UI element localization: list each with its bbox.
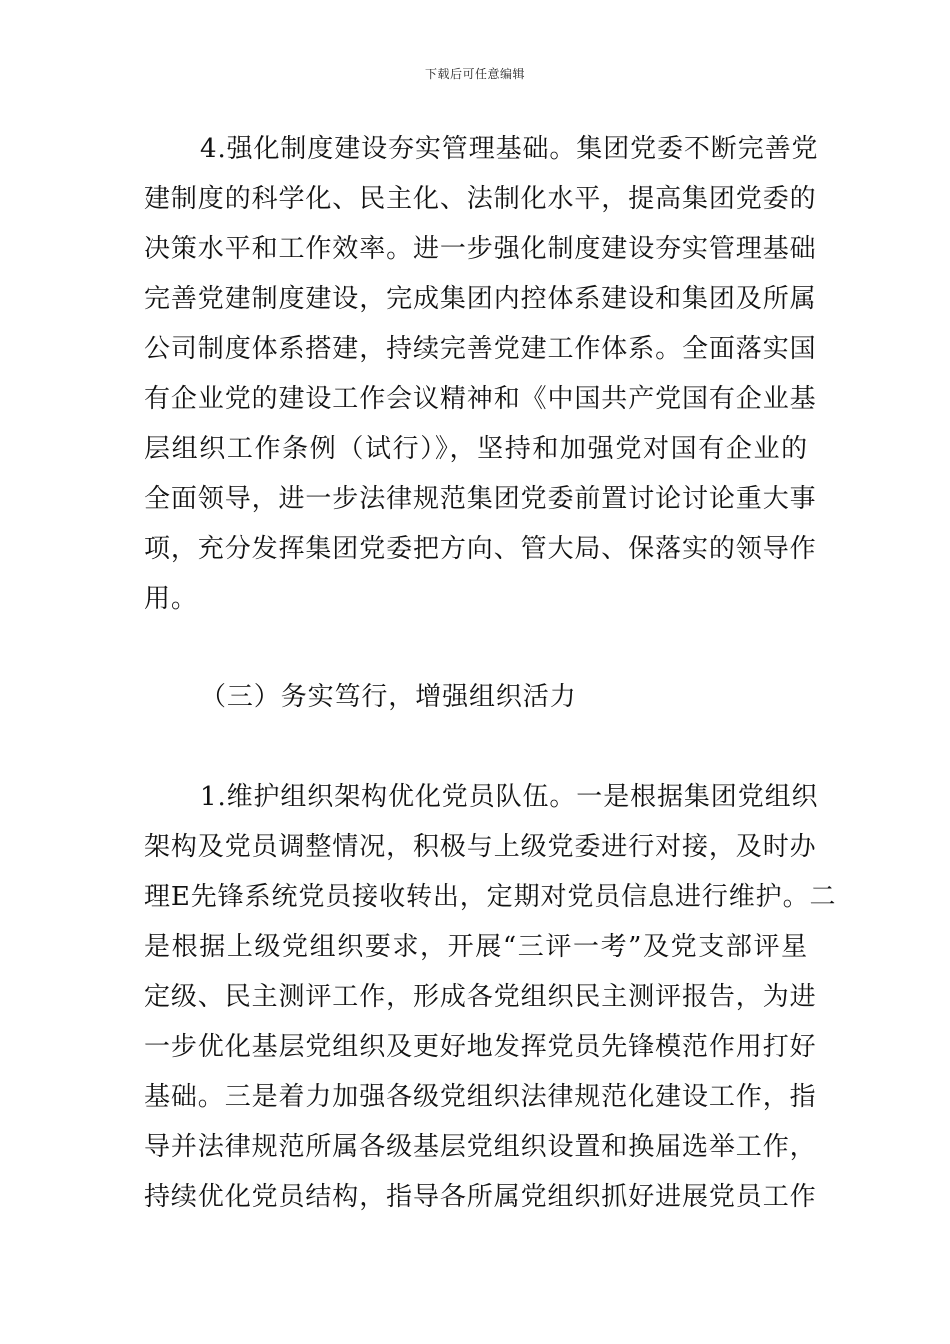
paragraph-line: 定级、民主测评工作，形成各党组织民主测评报告，为进: [144, 982, 817, 1012]
paragraph-line: 是根据上级党组织要求，开展“三评一考”及党支部评星: [144, 932, 808, 962]
paragraph-line: 持续优化党员结构，指导各所属党组织抓好进展党员工作: [144, 1182, 817, 1212]
paragraph-line: 4.强化制度建设夯实管理基础。集团党委不断完善党: [200, 134, 819, 164]
paragraph-line: 建制度的科学化、民主化、法制化水平，提高集团党委的: [144, 184, 817, 214]
paragraph-line: 全面领导，进一步法律规范集团党委前置讨论讨论重大事: [144, 484, 817, 514]
paragraph-line: 基础。三是着力加强各级党组织法律规范化建设工作，指: [144, 1082, 817, 1112]
paragraph-line: 一步优化基层党组织及更好地发挥党员先锋模范作用打好: [144, 1032, 817, 1062]
paragraph-section-1: [144, 772, 837, 1222]
paragraph-line: 导并法律规范所属各级基层党组织设置和换届选举工作，: [144, 1132, 817, 1162]
paragraph-line: 用。: [144, 584, 198, 614]
paragraph-line: 1.维护组织架构优化党员队伍。一是根据集团党组织: [200, 782, 819, 812]
section-heading: [144, 672, 808, 722]
paragraph-section-4: [144, 124, 819, 624]
page-header: 下载后可任意编辑: [424, 67, 525, 81]
paragraph-line: 层组织工作条例（试行）》，坚持和加强党对国有企业的: [144, 434, 808, 464]
section-heading-text: （三）务实笃行，增强组织活力: [200, 682, 577, 712]
paragraph-line: 有企业党的建设工作会议精神和《中国共产党国有企业基: [144, 384, 817, 414]
paragraph-line: 架构及党员调整情况，积极与上级党委进行对接，及时办: [144, 832, 817, 862]
paragraph-line: 完善党建制度建设，完成集团内控体系建设和集团及所属: [144, 284, 817, 314]
paragraph-line: 理E先锋系统党员接收转出，定期对党员信息进行维护。二: [144, 882, 837, 912]
paragraph-line: 决策水平和工作效率。进一步强化制度建设夯实管理基础: [144, 234, 817, 264]
paragraph-line: 公司制度体系搭建，持续完善党建工作体系。全面落实国: [144, 334, 817, 364]
paragraph-line: 项，充分发挥集团党委把方向、管大局、保落实的领导作: [144, 534, 817, 564]
